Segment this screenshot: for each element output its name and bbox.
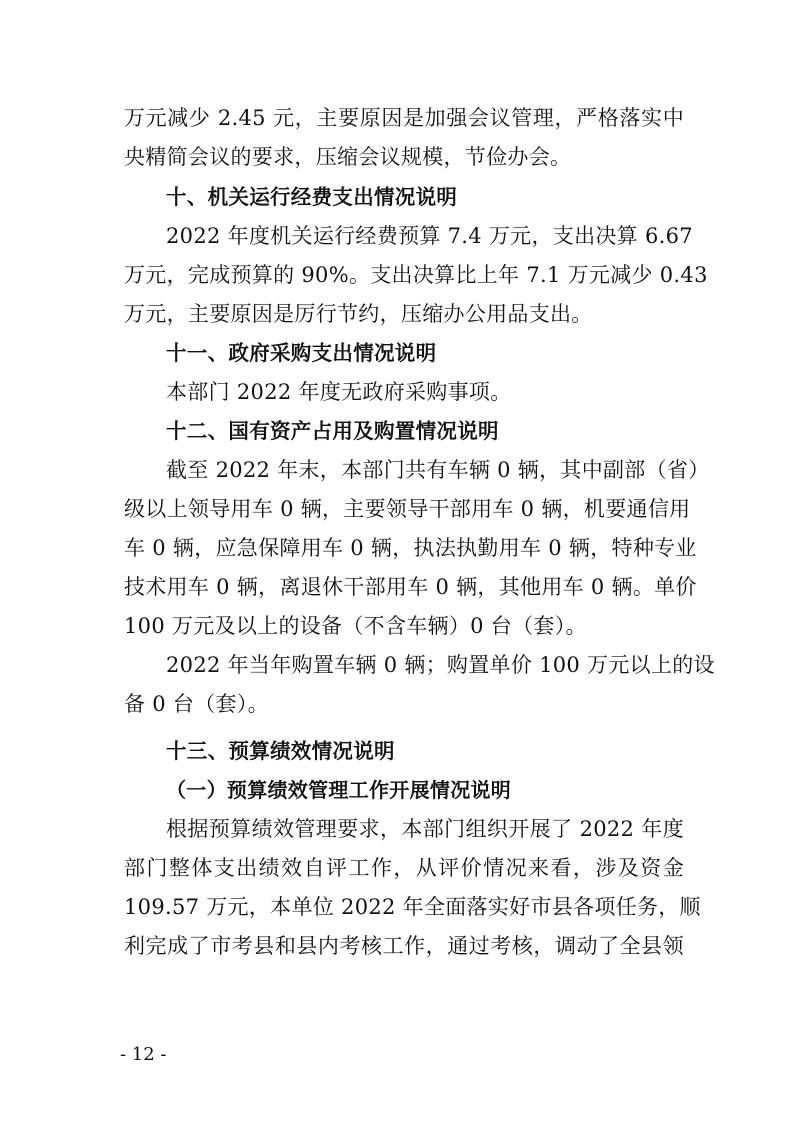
paragraph-line: 截至 2022 年末，本部门共有车辆 0 辆，其中副部（省） — [166, 458, 710, 482]
paragraph-line: 本部门 2022 年度无政府采购事项。 — [166, 380, 512, 404]
section-heading-ten: 十、机关运行经费支出情况说明 — [166, 185, 458, 209]
paragraph-line: 利完成了市考县和县内考核工作，通过考核，调动了全县领 — [124, 934, 684, 958]
paragraph-line: 2022 年度机关运行经费预算 7.4 万元，支出决算 6.67 — [166, 224, 693, 248]
paragraph-line: 2022 年当年购置车辆 0 辆；购置单价 100 万元以上的设 — [166, 653, 715, 677]
paragraph-line: 技术用车 0 辆，离退休干部用车 0 辆，其他用车 0 辆。单价 — [124, 575, 697, 599]
section-heading-twelve: 十二、国有资产占用及购置情况说明 — [166, 419, 499, 443]
paragraph-line: 根据预算绩效管理要求，本部门组织开展了 2022 年度 — [166, 817, 684, 841]
paragraph-line: 万元减少 2.45 元，主要原因是加强会议管理，严格落实中 — [124, 106, 684, 130]
section-heading-eleven: 十一、政府采购支出情况说明 — [166, 341, 437, 365]
paragraph-line: 备 0 台（套）。 — [124, 692, 269, 716]
paragraph-line: 万元，完成预算的 90%。支出决算比上年 7.1 万元减少 0.43 — [124, 263, 708, 287]
subsection-heading: （一）预算绩效管理工作开展情况说明 — [166, 778, 512, 802]
paragraph-line: 车 0 辆，应急保障用车 0 辆，执法执勤用车 0 辆，特种专业 — [124, 536, 697, 560]
paragraph-line: 部门整体支出绩效自评工作，从评价情况来看，涉及资金 — [124, 856, 684, 880]
paragraph-line: 级以上领导用车 0 辆，主要领导干部用车 0 辆，机要通信用 — [124, 497, 691, 521]
section-heading-thirteen: 十三、预算绩效情况说明 — [166, 739, 395, 763]
paragraph-line: 100 万元及以上的设备（不含车辆）0 台（套）。 — [124, 614, 587, 638]
paragraph-line: 109.57 万元，本单位 2022 年全面落实好市县各项任务，顺 — [124, 895, 701, 919]
paragraph-line: 万元，主要原因是厉行节约，压缩办公用品支出。 — [124, 302, 593, 326]
paragraph-line: 央精简会议的要求，压缩会议规模，节俭办会。 — [124, 145, 572, 169]
page-number: - 12 - — [120, 1044, 167, 1065]
